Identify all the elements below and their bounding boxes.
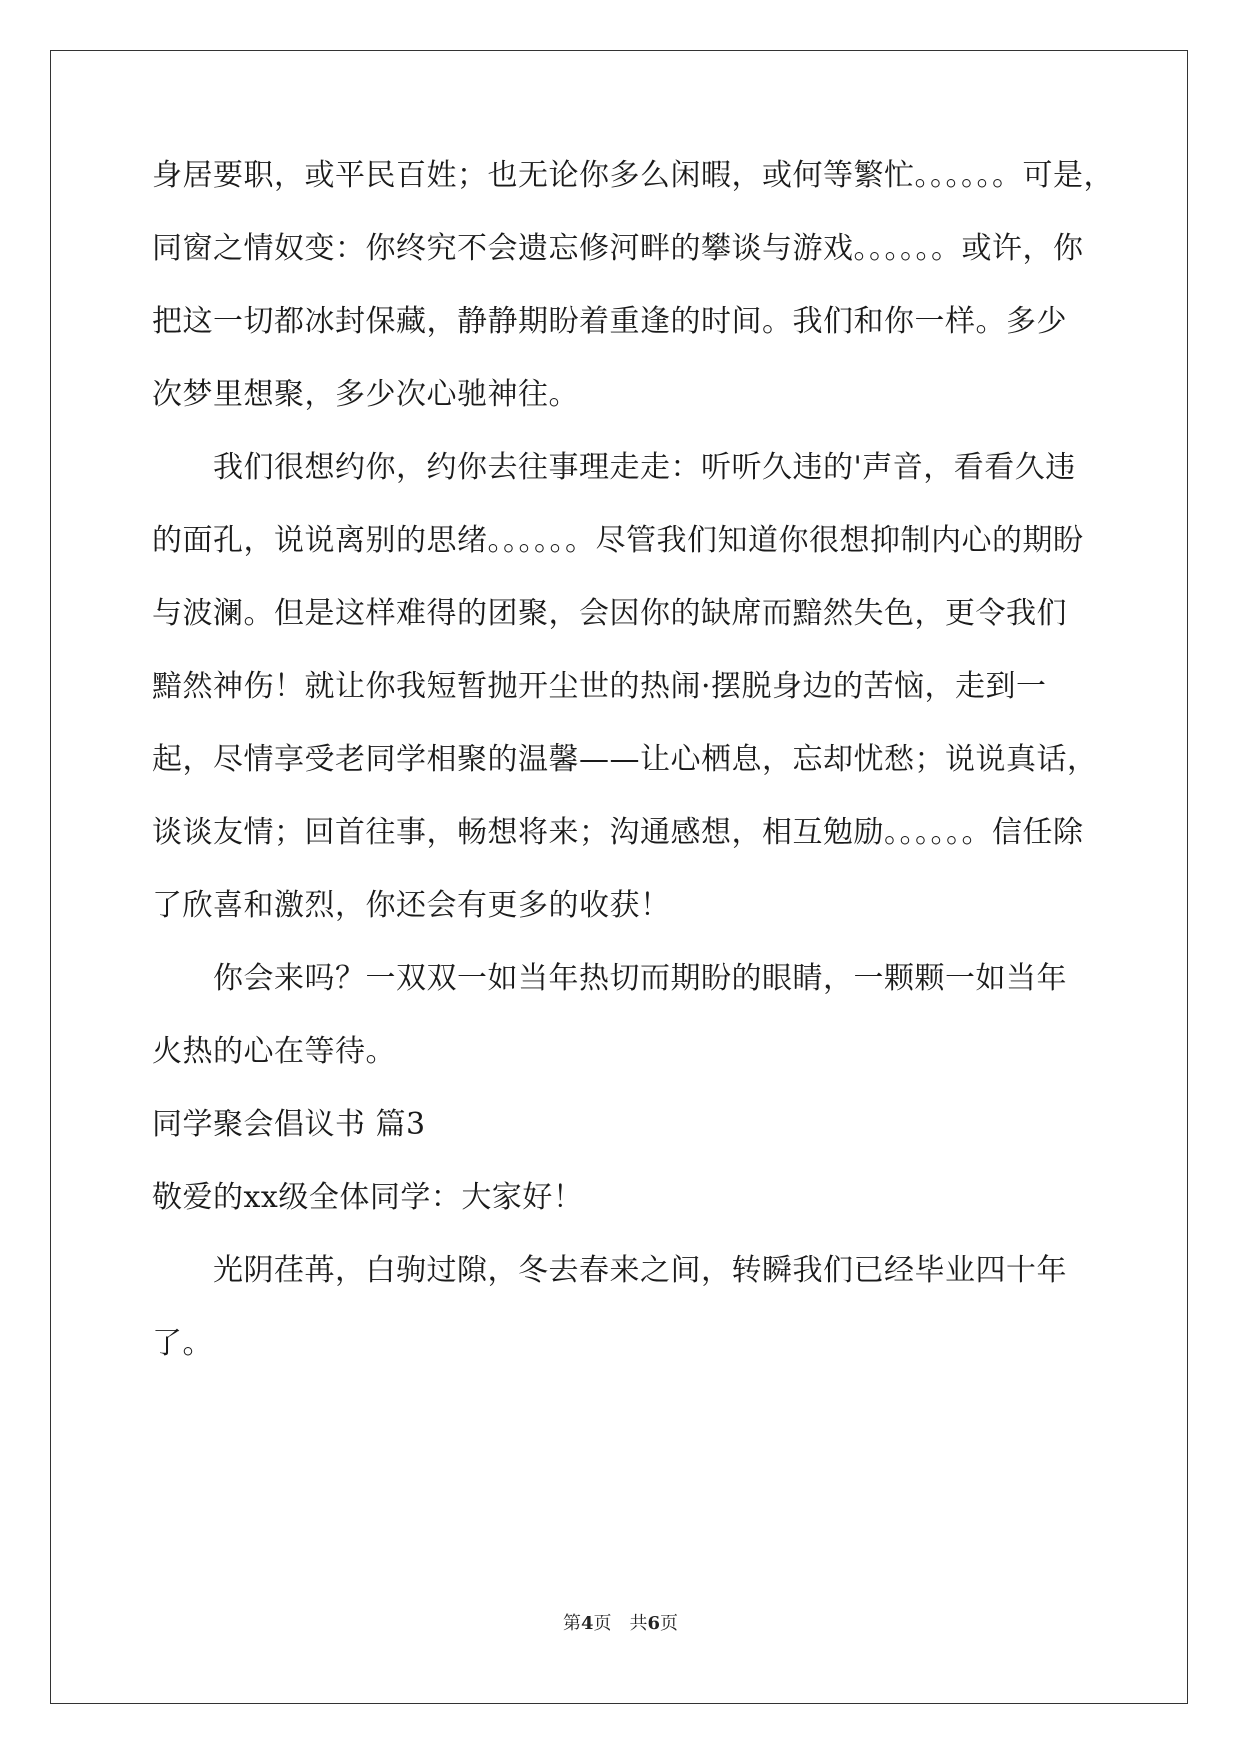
text-line: 你会来吗？一双双一如当年热切而期盼的眼睛，一颗颗一如当年 (152, 961, 1067, 996)
current-page-number: 4 (580, 1613, 594, 1634)
text-line: 次梦里想聚，多少次心驰神往。 (152, 377, 579, 412)
text-line: 谈谈友情；回首往事，畅想将来；沟通感想，相互勉励。。。。。。信任除 (152, 815, 1084, 850)
text-line: 火热的心在等待。 (152, 1034, 396, 1069)
page-footer (0, 1612, 1241, 1636)
salutation-line: 敬爱的xx级全体同学：大家好！ (152, 1180, 584, 1215)
text-line: 身居要职，或平民百姓；也无论你多么闲暇，或何等繁忙。。。。。。可是， (152, 158, 1114, 193)
text-line: 的面孔，说说离别的思绪。。。。。。尽管我们知道你很想抑制内心的期盼 (152, 523, 1084, 558)
total-page-number: 6 (647, 1613, 661, 1634)
footer-prefix: 第 (562, 1613, 581, 1634)
text-line: 黯然神伤！就让你我短暂抛开尘世的热闹·摆脱身边的苦恼，走到一 (152, 669, 1047, 704)
section-heading: 同学聚会倡议书 篇3 (152, 1107, 426, 1142)
text-line: 与波澜。但是这样难得的团聚，会因你的缺席而黯然失色，更令我们 (152, 596, 1067, 631)
text-line: 把这一切都冰封保藏，静静期盼着重逢的时间。我们和你一样。多少 (152, 304, 1067, 339)
footer-middle: 页 共 (593, 1613, 648, 1634)
page-frame (50, 50, 1188, 1704)
footer-suffix: 页 (660, 1613, 679, 1634)
text-line: 我们很想约你，约你去往事理走走：听听久违的'声音，看看久违 (152, 450, 1076, 485)
text-line: 同窗之情奴变：你终究不会遗忘修河畔的攀谈与游戏。。。。。。或许，你 (152, 231, 1084, 266)
text-line: 起，尽情享受老同学相聚的温馨——让心栖息，忘却忧愁；说说真话， (152, 742, 1098, 777)
text-line: 了。 (152, 1326, 213, 1361)
text-line: 了欣喜和激烈，你还会有更多的收获！ (152, 888, 671, 923)
text-line: 光阴荏苒，白驹过隙，冬去春来之间，转瞬我们已经毕业四十年 (152, 1253, 1067, 1288)
